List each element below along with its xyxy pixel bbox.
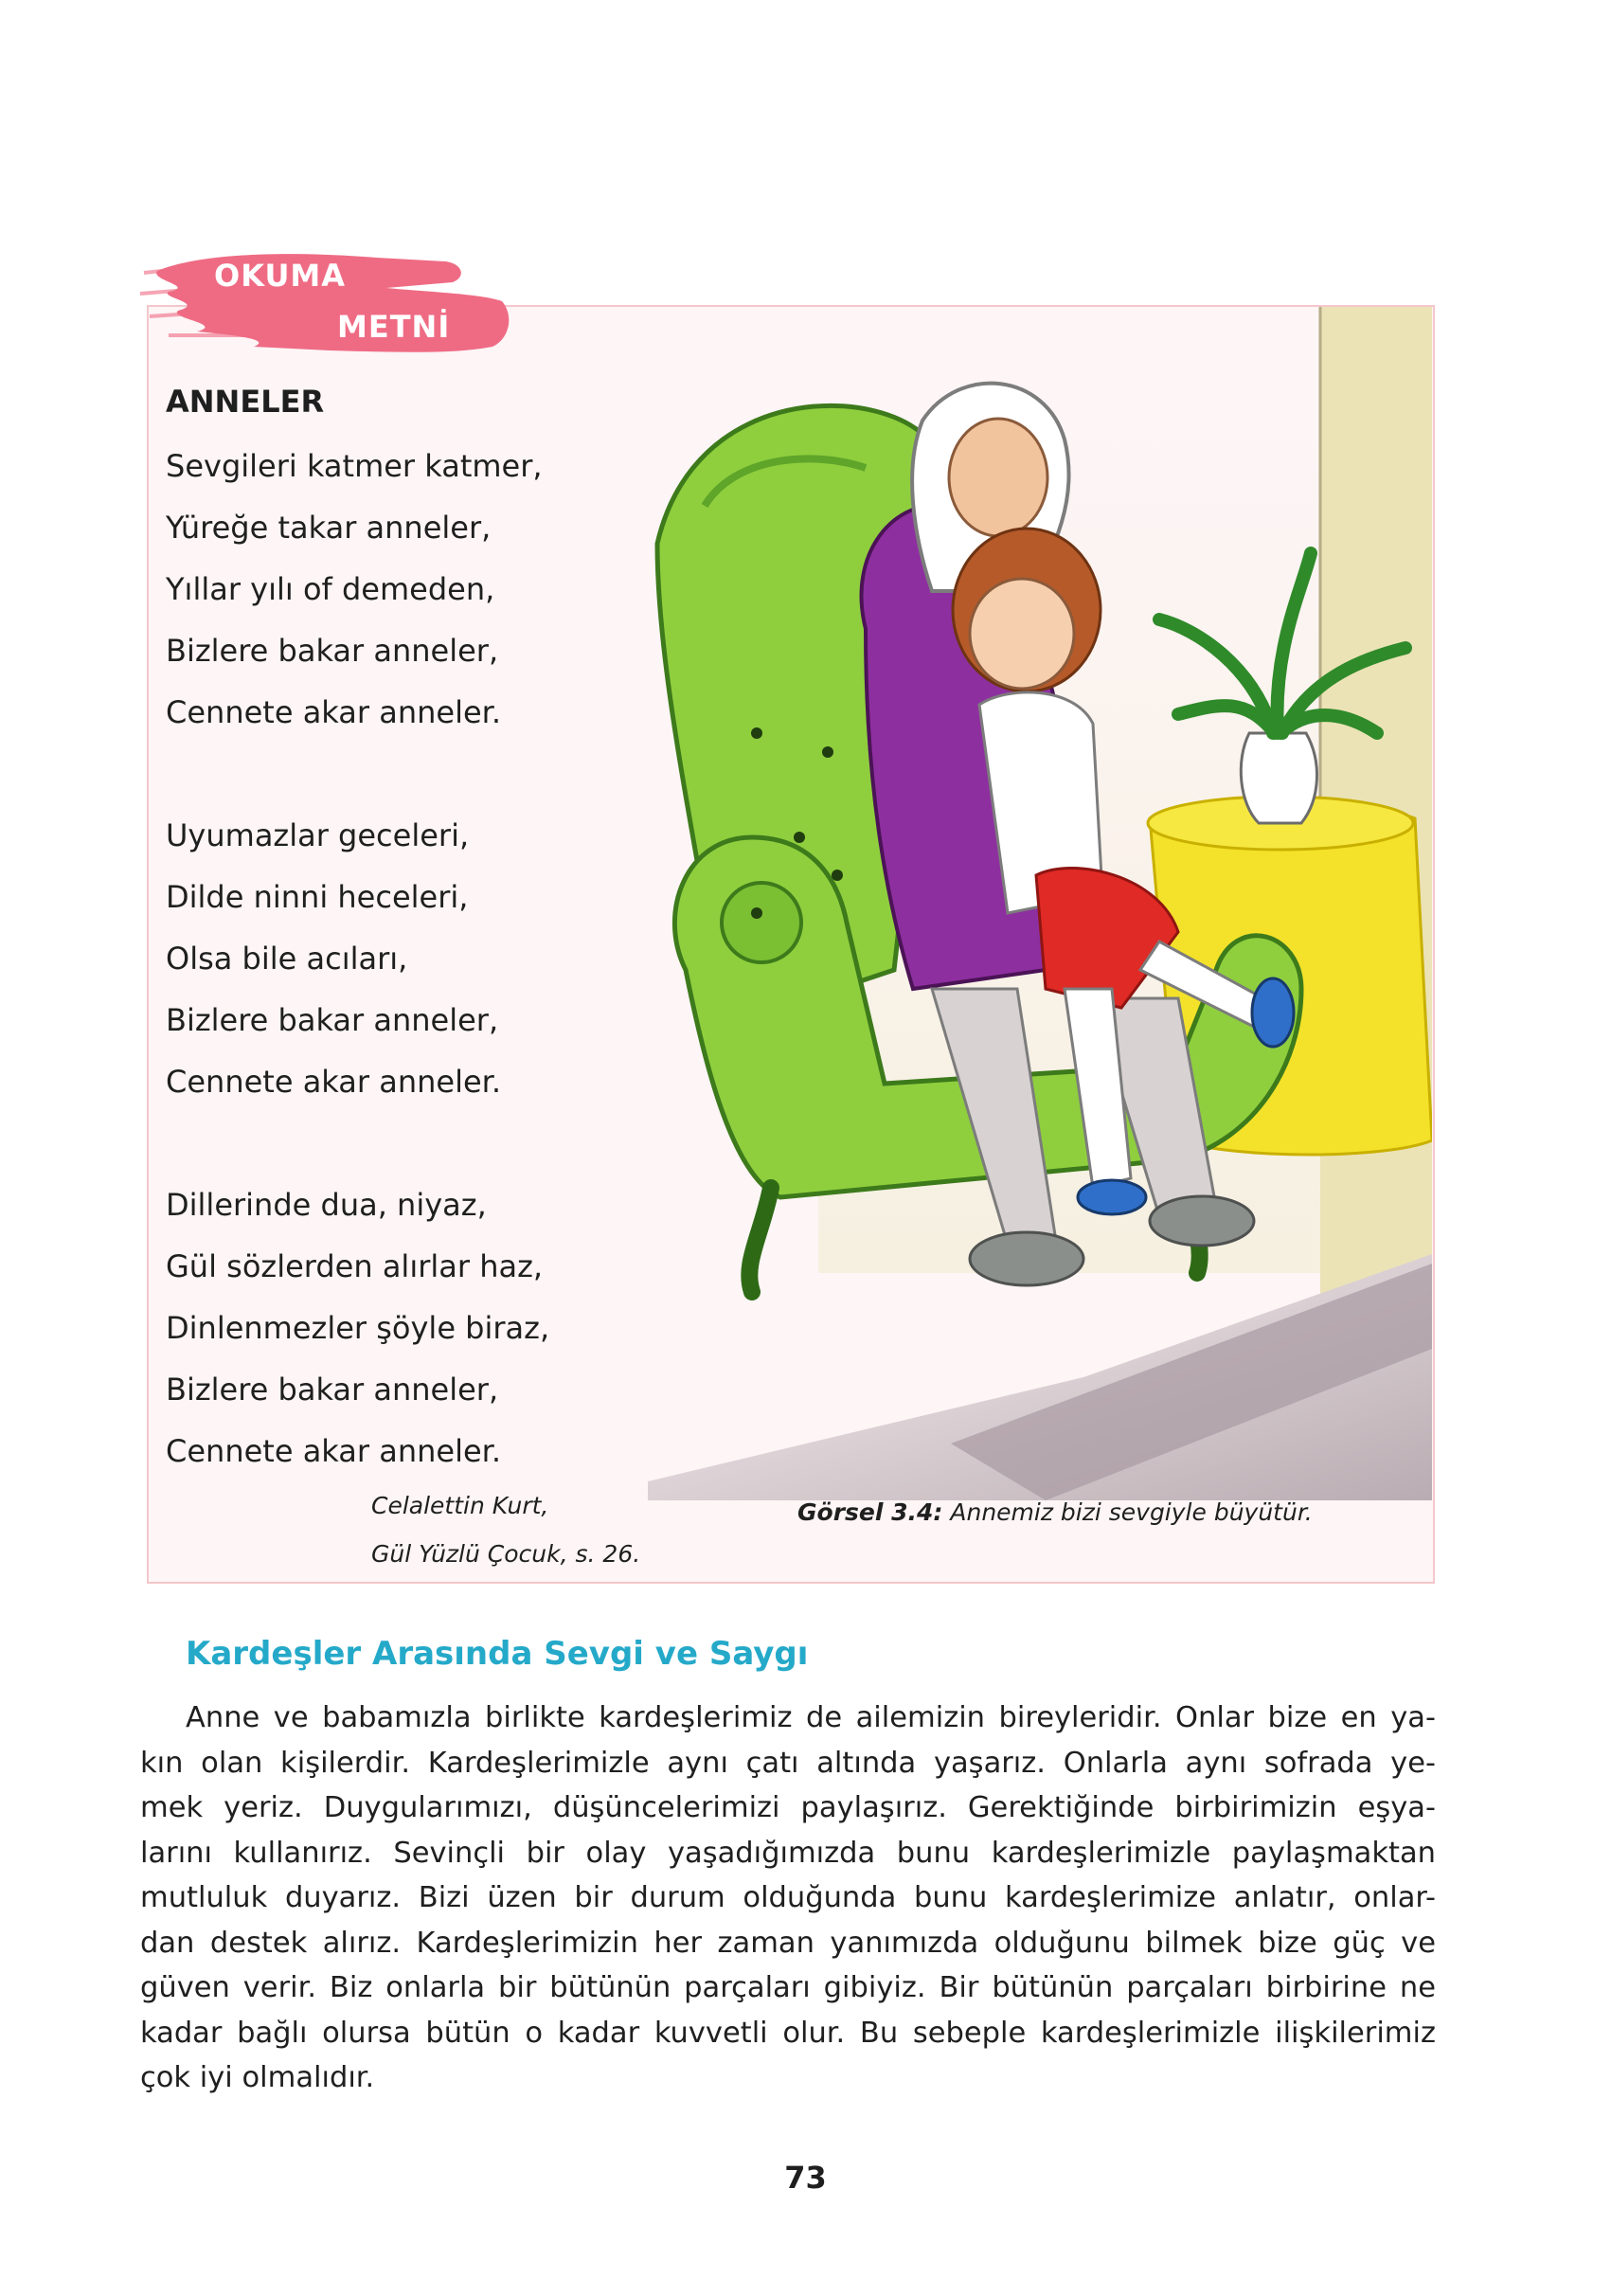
poem-line: Dilde ninni heceleri, [166,879,469,915]
poem-line: Olsa bile acıları, [166,941,408,977]
poem [166,379,696,1482]
poem-line: Bizlere bakar anneler, [166,1002,499,1038]
poem-line: Bizlere bakar anneler, [166,1372,499,1408]
poem-line: Uyumazlar geceleri, [166,817,470,853]
paragraph-line: çok iyi olmalıdır. [140,2061,375,2094]
paragraph-line: dan destek alırız. Kardeşlerimizin her zaman yanımızda olduğunu bilmek bize güç ve [140,1926,1436,1960]
poem-line: Cennete akar anneler. [166,1433,502,1469]
paragraph-line: Anne ve babamızla birlikte kardeşlerimiz de ailemizin bireyleridir. Onlar bize en ya- [186,1701,1436,1734]
poem-title: ANNELER [166,384,325,420]
paragraph-line: kadar bağlı olursa bütün o kadar kuvvetli olur. Bu sebeple kardeşlerimizle ilişkilerimiz [140,2016,1436,2050]
reading-text-tag [140,244,510,363]
poem-line: Gül sözlerden alırlar haz, [166,1248,544,1284]
paragraph-line: kın olan kişilerdir. Kardeşlerimizle aynı çatı altında yaşarız. Onlarla aynı sofrada ye- [140,1746,1436,1780]
paragraph-line: güven verir. Biz onlarla bir bütünün parçaları gibiyiz. Bir bütünün parçaları birbirine ne [140,1971,1436,2004]
poem-line: Dillerinde dua, niyaz, [166,1187,487,1223]
mother-hugging-child-illustration [648,307,1432,1500]
poem-line: Cennete akar anneler. [166,1064,502,1100]
poem-line: Cennete akar anneler. [166,694,502,730]
caption-label: Görsel 3.4: [797,1498,943,1526]
paragraph-line: mutluluk duyarız. Bizi üzen bir durum olduğunda bunu kardeşlerimize anlatır, onlar- [140,1881,1436,1914]
tag-label-line1: OKUMA [214,258,347,294]
poem-source: Gül Yüzlü Çocuk, s. 26. [371,1540,641,1568]
poem-line: Sevgileri katmer katmer, [166,448,543,484]
poem-line: Dinlenmezler şöyle biraz, [166,1310,550,1346]
caption-text: Annemiz bizi sevgiyle büyütür. [942,1498,1313,1526]
image-caption [797,1498,1313,1526]
section-heading: Kardeşler Arasında Sevgi ve Saygı [186,1635,809,1673]
section-paragraph [140,1695,1436,2101]
paragraph-line: mek yeriz. Duygularımızı, düşüncelerimizi paylaşırız. Gerektiğinde birbirimizin eşya- [140,1791,1436,1824]
poem-line: Yıllar yılı of demeden, [166,571,495,607]
poem-line: Yüreğe takar anneler, [166,510,492,546]
poem-author: Celalettin Kurt, [371,1492,549,1519]
tag-label-line2: METNİ [337,309,451,345]
page-number: 73 [784,2160,827,2196]
paragraph-line: larını kullanırız. Sevinçli bir olay yaşadığımızda bunu kardeşlerimizle paylaşmaktan [140,1836,1436,1870]
poem-line: Bizlere bakar anneler, [166,633,499,669]
